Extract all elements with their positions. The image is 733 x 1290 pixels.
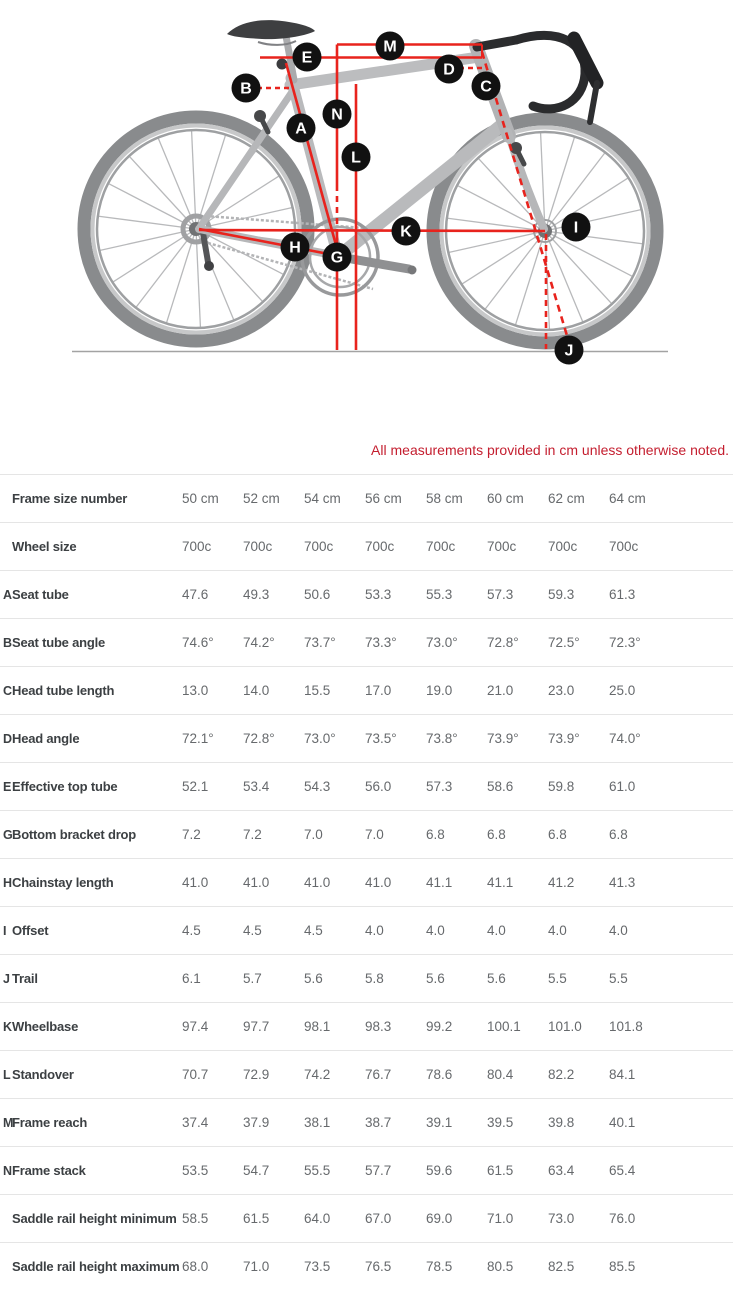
measurement-value: 80.4: [487, 1067, 514, 1082]
svg-text:K: K: [400, 223, 412, 241]
marker-d: [435, 55, 464, 84]
row-name-label: Head tube length: [12, 683, 115, 698]
table-row: [0, 1050, 733, 1098]
svg-text:C: C: [480, 78, 492, 96]
measurement-value: 74.2°: [243, 635, 275, 650]
measurement-value: 700c: [243, 539, 273, 554]
measurement-value: 41.2: [548, 875, 575, 890]
measurement-value: 73.5°: [365, 731, 397, 746]
measurement-value: 70.7: [182, 1067, 209, 1082]
measurement-value: 76.0: [609, 1211, 636, 1226]
measurement-value: 61.0: [609, 779, 636, 794]
table-row: [0, 666, 733, 714]
measurement-value: 73.0°: [426, 635, 458, 650]
pedal-axle: [408, 266, 417, 275]
bike-geometry-diagram: [0, 0, 733, 430]
row-name-label: Trail: [12, 971, 38, 986]
svg-text:A: A: [295, 120, 307, 138]
measurement-value: 73.0°: [304, 731, 336, 746]
row-letter-label: E: [3, 779, 12, 794]
row-name-label: Frame size number: [12, 491, 128, 506]
brake-lever: [590, 83, 597, 122]
measurement-value: 37.9: [243, 1115, 270, 1130]
row-letter-label: A: [3, 587, 13, 602]
row-name-label: Standover: [12, 1067, 74, 1082]
marker-i: [562, 213, 591, 242]
measurement-value: 72.5°: [548, 635, 580, 650]
row-name-label: Wheel size: [12, 539, 77, 554]
row-letter-label: L: [3, 1067, 11, 1082]
measurement-value: 37.4: [182, 1115, 209, 1130]
row-letter-label: J: [3, 971, 10, 986]
measurement-value: 19.0: [426, 683, 453, 698]
measurement-value: 41.1: [487, 875, 514, 890]
measurement-value: 64.0: [304, 1211, 331, 1226]
measurement-value: 73.7°: [304, 635, 336, 650]
marker-k: [392, 217, 421, 246]
measurement-value: 39.8: [548, 1115, 575, 1130]
marker-e: [293, 43, 322, 72]
measurement-value: 4.0: [365, 923, 384, 938]
measurement-value: 6.8: [548, 827, 567, 842]
measurement-value: 59.6: [426, 1163, 453, 1178]
measurement-value: 65.4: [609, 1163, 636, 1178]
marker-n: [323, 100, 352, 129]
measurement-value: 700c: [548, 539, 578, 554]
row-name-label: Effective top tube: [12, 779, 118, 794]
measurement-value: 4.0: [609, 923, 628, 938]
measurement-value: 84.1: [609, 1067, 636, 1082]
measurement-value: 76.7: [365, 1067, 392, 1082]
row-letter-label: D: [3, 731, 13, 746]
measurement-value: 41.3: [609, 875, 636, 890]
marker-a: [287, 114, 316, 143]
measurement-value: 50 cm: [182, 491, 219, 506]
measurement-value: 54.3: [304, 779, 331, 794]
measurement-value: 7.2: [243, 827, 262, 842]
measurement-value: 101.8: [609, 1019, 643, 1034]
measurement-value: 7.2: [182, 827, 201, 842]
measurement-value: 4.5: [243, 923, 262, 938]
measurement-note: All measurements provided in cm unless otherwise noted.: [371, 442, 729, 458]
row-letter-label: C: [3, 683, 13, 698]
svg-text:L: L: [351, 149, 361, 167]
row-name-label: Frame stack: [12, 1163, 86, 1178]
row-name-label: Seat tube: [12, 587, 69, 602]
row-letter-label: M: [3, 1115, 14, 1130]
table-row: [0, 522, 733, 570]
table-row: [0, 858, 733, 906]
measurement-value: 78.5: [426, 1259, 453, 1274]
measurement-value: 6.8: [609, 827, 628, 842]
measurement-value: 700c: [487, 539, 517, 554]
svg-text:E: E: [301, 49, 313, 67]
measurement-value: 38.7: [365, 1115, 392, 1130]
wheelbase-line-K: [199, 230, 545, 231]
measurement-value: 64 cm: [609, 491, 646, 506]
row-name-label: Chainstay length: [12, 875, 114, 890]
measurement-value: 700c: [609, 539, 639, 554]
measurement-value: 73.5: [304, 1259, 331, 1274]
table-row: [0, 1242, 733, 1290]
measurement-value: 68.0: [182, 1259, 209, 1274]
measurement-value: 17.0: [365, 683, 392, 698]
table-row: [0, 906, 733, 954]
down-tube: [339, 124, 503, 256]
table-row: [0, 714, 733, 762]
svg-text:G: G: [330, 249, 344, 267]
measurement-value: 59.3: [548, 587, 575, 602]
measurement-value: 74.0°: [609, 731, 641, 746]
measurement-value: 73.0: [548, 1211, 575, 1226]
measurement-value: 69.0: [426, 1211, 453, 1226]
svg-text:H: H: [289, 239, 301, 257]
svg-text:B: B: [240, 80, 252, 98]
row-name-label: Saddle rail height minimum: [12, 1211, 177, 1226]
measurement-value: 80.5: [487, 1259, 514, 1274]
measurement-value: 54.7: [243, 1163, 270, 1178]
measurement-value: 700c: [182, 539, 212, 554]
table-row: [0, 618, 733, 666]
measurement-value: 85.5: [609, 1259, 636, 1274]
measurement-value: 101.0: [548, 1019, 582, 1034]
svg-text:M: M: [383, 38, 397, 56]
measurement-value: 5.5: [609, 971, 628, 986]
measurement-value: 72.1°: [182, 731, 214, 746]
svg-text:N: N: [331, 106, 343, 124]
measurement-value: 52.1: [182, 779, 209, 794]
measurement-value: 73.9°: [548, 731, 580, 746]
table-row: [0, 474, 733, 522]
measurement-value: 4.0: [426, 923, 445, 938]
measurement-value: 4.5: [182, 923, 201, 938]
measurement-value: 700c: [365, 539, 395, 554]
measurement-value: 50.6: [304, 587, 331, 602]
measurement-value: 97.7: [243, 1019, 270, 1034]
marker-h: [281, 233, 310, 262]
measurement-value: 56.0: [365, 779, 392, 794]
measurement-value: 6.8: [487, 827, 506, 842]
marker-j: [555, 336, 584, 365]
row-name-label: Saddle rail height maximum: [12, 1259, 180, 1274]
measurement-value: 58.6: [487, 779, 514, 794]
measurement-value: 41.0: [304, 875, 331, 890]
chainstay-line-H: [199, 229, 339, 256]
table-row: [0, 1146, 733, 1194]
measurement-value: 61.3: [609, 587, 636, 602]
row-letter-label: H: [3, 875, 13, 890]
measurement-value: 58.5: [182, 1211, 209, 1226]
measurement-value: 41.0: [365, 875, 392, 890]
measurement-value: 97.4: [182, 1019, 209, 1034]
measurement-value: 700c: [426, 539, 456, 554]
row-name-label: Head angle: [12, 731, 80, 746]
row-name-label: Offset: [12, 923, 49, 938]
measurement-value: 53.3: [365, 587, 392, 602]
measurement-value: 73.9°: [487, 731, 519, 746]
table-row: [0, 954, 733, 1002]
measurement-value: 99.2: [426, 1019, 453, 1034]
measurement-value: 47.6: [182, 587, 209, 602]
measurement-value: 4.0: [548, 923, 567, 938]
measurement-value: 78.6: [426, 1067, 453, 1082]
measurement-value: 41.0: [182, 875, 209, 890]
table-row: [0, 570, 733, 618]
table-row: [0, 1002, 733, 1050]
measurement-value: 15.5: [304, 683, 331, 698]
row-letter-label: N: [3, 1163, 13, 1178]
measurement-value: 72.8°: [243, 731, 275, 746]
measurement-value: 5.6: [426, 971, 445, 986]
measurement-value: 59.8: [548, 779, 575, 794]
measurement-value: 55.5: [304, 1163, 331, 1178]
measurement-value: 61.5: [243, 1211, 270, 1226]
geometry-table: [0, 474, 733, 1290]
measurement-value: 71.0: [243, 1259, 270, 1274]
measurement-value: 39.1: [426, 1115, 453, 1130]
measurement-value: 74.2: [304, 1067, 331, 1082]
measurement-value: 6.1: [182, 971, 201, 986]
measurement-value: 25.0: [609, 683, 636, 698]
measurement-value: 57.3: [487, 587, 514, 602]
measurement-value: 40.1: [609, 1115, 636, 1130]
measurement-value: 72.8°: [487, 635, 519, 650]
marker-l: [342, 143, 371, 172]
measurement-value: 5.7: [243, 971, 262, 986]
measurement-value: 5.6: [487, 971, 506, 986]
measurement-value: 38.1: [304, 1115, 331, 1130]
measurement-value: 5.8: [365, 971, 384, 986]
measurement-value: 60 cm: [487, 491, 524, 506]
measurement-value: 57.3: [426, 779, 453, 794]
measurement-value: 14.0: [243, 683, 270, 698]
marker-g: [323, 243, 352, 272]
measurement-value: 700c: [304, 539, 334, 554]
marker-m: [376, 32, 405, 61]
measurement-value: 13.0: [182, 683, 209, 698]
measurement-value: 53.5: [182, 1163, 209, 1178]
measurement-value: 72.9: [243, 1067, 270, 1082]
measurement-value: 52 cm: [243, 491, 280, 506]
measurement-value: 7.0: [365, 827, 384, 842]
row-name-label: Seat tube angle: [12, 635, 106, 650]
measurement-value: 54 cm: [304, 491, 341, 506]
measurement-value: 82.2: [548, 1067, 575, 1082]
row-name-label: Frame reach: [12, 1115, 88, 1130]
svg-text:I: I: [573, 219, 579, 237]
measurement-value: 100.1: [487, 1019, 521, 1034]
svg-text:D: D: [443, 61, 455, 79]
measurement-value: 58 cm: [426, 491, 463, 506]
marker-b: [232, 74, 261, 103]
measurement-value: 73.3°: [365, 635, 397, 650]
measurement-value: 63.4: [548, 1163, 575, 1178]
measurement-value: 49.3: [243, 587, 270, 602]
measurement-value: 61.5: [487, 1163, 514, 1178]
table-row: [0, 1098, 733, 1146]
row-letter-label: K: [3, 1019, 13, 1034]
table-row: [0, 762, 733, 810]
measurement-value: 5.6: [304, 971, 323, 986]
measurement-value: 57.7: [365, 1163, 392, 1178]
measurement-value: 76.5: [365, 1259, 392, 1274]
measurement-value: 5.5: [548, 971, 567, 986]
table-row: [0, 1194, 733, 1242]
measurement-value: 53.4: [243, 779, 270, 794]
measurement-value: 62 cm: [548, 491, 585, 506]
measurement-value: 39.5: [487, 1115, 514, 1130]
row-letter-label: B: [3, 635, 13, 650]
measurement-value: 6.8: [426, 827, 445, 842]
measurement-value: 41.1: [426, 875, 453, 890]
measurement-value: 23.0: [548, 683, 575, 698]
measurement-value: 71.0: [487, 1211, 514, 1226]
row-name-label: Wheelbase: [12, 1019, 79, 1034]
row-letter-label: G: [3, 827, 13, 842]
table-row: [0, 810, 733, 858]
measurement-value: 7.0: [304, 827, 323, 842]
measurement-value: 73.8°: [426, 731, 458, 746]
row-letter-label: I: [3, 923, 7, 938]
marker-c: [472, 72, 501, 101]
measurement-value: 98.3: [365, 1019, 392, 1034]
measurement-value: 67.0: [365, 1211, 392, 1226]
measurement-value: 56 cm: [365, 491, 402, 506]
measurement-value: 41.0: [243, 875, 270, 890]
measurement-value: 98.1: [304, 1019, 331, 1034]
measurement-value: 72.3°: [609, 635, 641, 650]
bike-illustration: [0, 0, 733, 430]
measurement-value: 74.6°: [182, 635, 214, 650]
measurement-value: 4.5: [304, 923, 323, 938]
measurement-value: 55.3: [426, 587, 453, 602]
measurement-value: 21.0: [487, 683, 514, 698]
row-name-label: Bottom bracket drop: [12, 827, 137, 842]
svg-text:J: J: [564, 342, 574, 360]
measurement-value: 4.0: [487, 923, 506, 938]
measurement-value: 82.5: [548, 1259, 575, 1274]
